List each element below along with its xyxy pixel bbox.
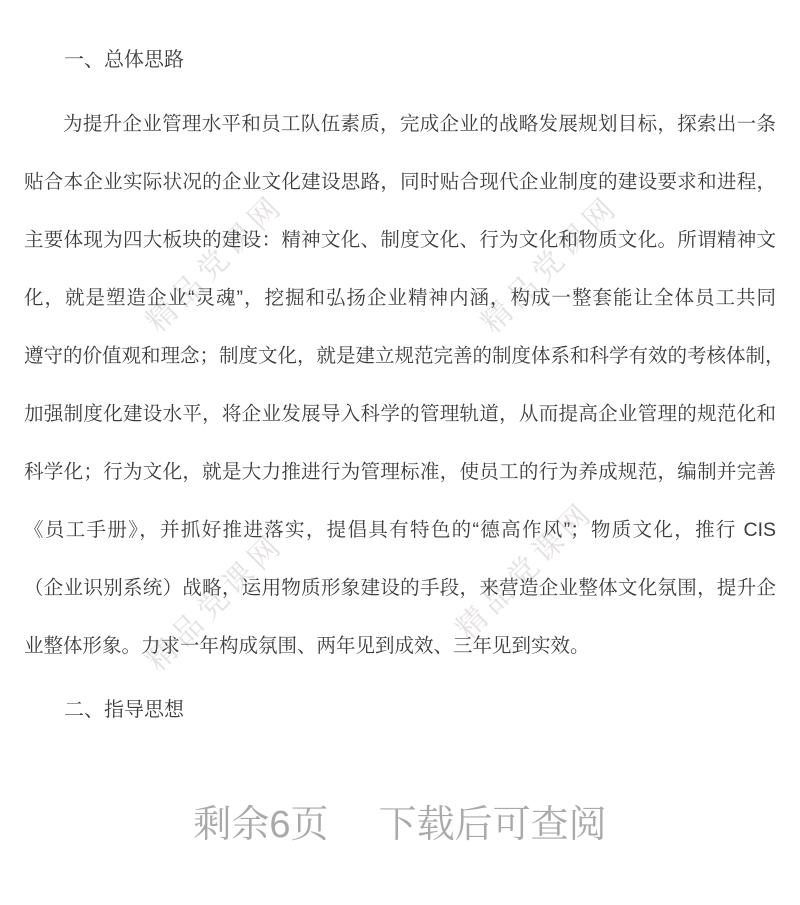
- paragraph-line: 遵守的价值观和理念；制度文化，就是建立规范完善的制度体系和科学有效的考核体制，: [24, 345, 785, 367]
- paragraph-overall-approach: [24, 95, 785, 675]
- paragraph-line: 《员工手册》，并抓好推进落实，提倡具有特色的“德高作风”；物质文化，推行 CIS: [24, 519, 776, 541]
- paragraph-line: 贴合本企业实际状况的企业文化建设思路，同时贴合现代企业制度的建设要求和进程，: [24, 171, 776, 193]
- paragraph-line: 业整体形象。力求一年构成氛围、两年见到成效、三年见到实效。: [24, 635, 590, 657]
- watermark-text: 精品党课网: [140, 188, 291, 339]
- watermark-text: 精品党课网: [450, 495, 601, 646]
- watermark-text: 精品党课网: [475, 189, 626, 340]
- watermark-text: 精品党课网: [140, 527, 291, 678]
- section-heading-overall-approach: 一、总体思路: [64, 49, 184, 71]
- paragraph-line: 为提升企业管理水平和员工队伍素质，完成企业的战略发展规划目标，探索出一条: [63, 113, 776, 135]
- paragraph-line: 加强制度化建设水平，将企业发展导入科学的管理轨道，从而提高企业管理的规范化和: [24, 403, 776, 425]
- paragraph-line: 化，就是塑造企业“灵魂”，挖掘和弘扬企业精神内涵，构成一整套能让全体员工共同: [24, 287, 776, 309]
- paragraph-line: 科学化；行为文化，就是大力推进行为管理标准，使员工的行为养成规范，编制并完善: [24, 461, 776, 483]
- paragraph-line: （企业识别系统）战略，运用物质形象建设的手段，来营造企业整体文化氛围，提升企: [24, 577, 776, 599]
- remaining-pages-notice: [24, 803, 776, 847]
- paragraph-line: 主要体现为四大板块的建设：精神文化、制度文化、行为文化和物质文化。所谓精神文: [24, 229, 776, 251]
- download-hint: 下载后可查阅: [378, 804, 607, 846]
- section-heading-guiding-ideology: 二、指导思想: [64, 699, 184, 721]
- remaining-pages-count: 剩余6页: [193, 804, 329, 846]
